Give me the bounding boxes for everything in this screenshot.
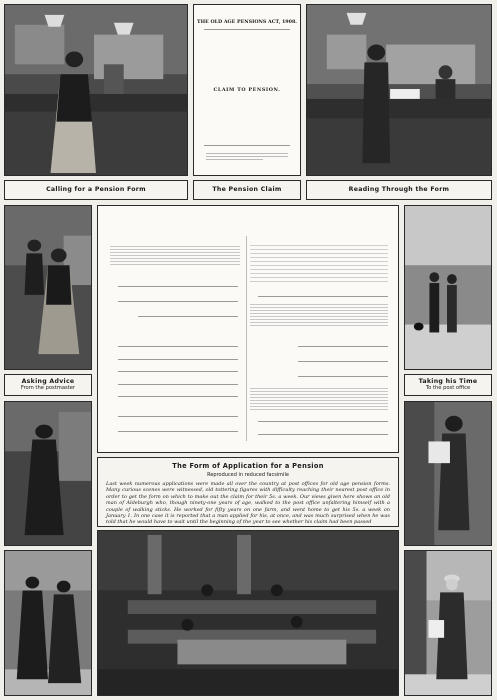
caption-asking-advice: Asking Advice From the postmaster xyxy=(4,374,92,396)
photo-old-man-walking xyxy=(404,550,492,696)
claim-form-title: CLAIM TO PENSION. xyxy=(213,87,281,93)
application-description xyxy=(97,457,399,527)
application-body: Last week numerous applications were made all over the country at post offices for old age pension forms. Many curious scenes were witnessed, old tottering figures with difficulty reaching their nearest post office in order to get the form on which to make out the claim for their 5s. a week. Our views given here shows an old man of Aldeburgh who, though ninety-one years of age, walked to the post office unfaltering himself with a couple of walking sticks. He worked for fifty years on one farm, and went home to get his 5s. a week on January 1. In one case it is reported that a man applied for his, at once, and was much surprised when he was told that he would have to wait until the beginning of the year to see whether his claim had been passed xyxy=(106,481,390,526)
caption-calling-for-form: Calling for a Pension Form xyxy=(4,180,188,200)
photo-asking-advice xyxy=(4,205,92,370)
application-title: The Form of Application for a Pension xyxy=(172,462,324,470)
photo-woman-at-counter xyxy=(4,401,92,546)
caption-reading-form: Reading Through the Form xyxy=(306,180,492,200)
photo-post-office-counter xyxy=(97,530,399,696)
photo-calling-for-form xyxy=(4,4,188,176)
photo-reading-form xyxy=(306,4,492,176)
application-form-facsimile xyxy=(97,205,399,453)
photo-man-with-paper xyxy=(404,401,492,546)
caption-taking-his-time: Taking his Time To the post office xyxy=(404,374,492,396)
caption-pension-claim: The Pension Claim xyxy=(193,180,301,200)
claim-to-pension-form xyxy=(193,4,301,176)
photo-two-women-street xyxy=(4,550,92,696)
claim-form-header: THE OLD AGE PENSIONS ACT, 1908. xyxy=(197,19,297,25)
application-subtitle: Reproduced in reduced facsimile xyxy=(207,472,289,478)
photo-taking-his-time xyxy=(404,205,492,370)
